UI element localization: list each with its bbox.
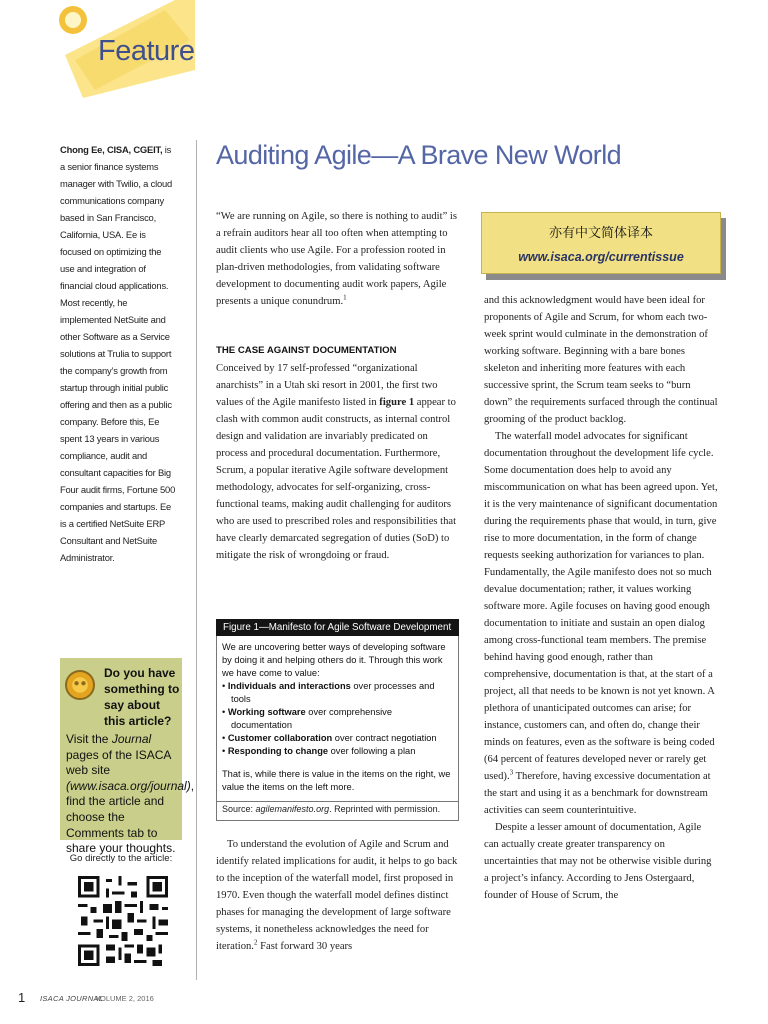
page-number: 1 (18, 990, 26, 1005)
value-rest: over comprehensive documentation (231, 707, 392, 730)
direct-link-label: Go directly to the article: (69, 853, 173, 864)
paragraph-text: Despite a lesser amount of documentation, Agile can actually create greater transparency on uncertainties that may not be otherwise visible during a project’s infancy. According to Jens Ostergaard, founder of House of Scrum, the (484, 822, 712, 901)
author-name: Chong Ee, CISA, CGEIT, (60, 144, 163, 155)
comment-instructions (66, 732, 195, 857)
list-item: • Individuals and interactions over processes and tools (222, 681, 435, 704)
list-item: • Customer collaboration over contract negotiation (222, 733, 437, 743)
paragraph-text: and this acknowledgment would have been ideal for proponents of Agile and Scrum, for whom each two-week sprint would culminate in the demonstration of working software. Beginning with a bare bones skeleton and inheriting more features with each successive sprint, the Scrum team seeks to “burn down” the requirements surfaced through the continual grooming of the product backlog. (484, 295, 718, 425)
value-bold: Working software (227, 707, 306, 717)
chinese-translation-note: 亦有中文简体译本 (548, 226, 653, 241)
article-paragraph (216, 836, 458, 955)
section-heading: THE CASE AGAINST DOCUMENTATION (216, 345, 397, 356)
value-rest: over processes and tools (231, 681, 435, 704)
value-rest: over contract negotiation (332, 733, 437, 743)
journal-word: Journal (111, 732, 152, 746)
article-paragraph (216, 360, 458, 564)
comment-text-b: pages of the ISACA web site (66, 747, 171, 778)
comment-text-c: , find the article and choose the Comments tab to share your thoughts. (66, 778, 195, 856)
manifesto-values-list (222, 680, 454, 758)
article-title: Auditing Agile—A Brave New World (216, 140, 622, 170)
journal-url-link[interactable]: (www.isaca.org/journal) (66, 778, 191, 793)
list-item: • Working software over comprehensive documentation (222, 707, 392, 730)
author-bio-text: is a senior finance systems manager with Twilio, a cloud communications company based in San Francisco, California, USA. Ee is focused on optimizing the use and integration of financial cloud applications. Most recently, he implemented NetSuite and other Software as a Service solutions at Trulia to support the company’s growth from startup through initial public offering and then as a public company. Before this, Ee spent 13 years in various compliance, audit and consultant capacities for Big Four audit firms, Fortune 500 companies and startups. Ee is a certified NetSuite ERP Consultant and NetSuite Administrator. (60, 144, 176, 563)
paragraph-text: appear to clash with common audit constructs, as internal control design and validation are invariably predicated on process and procedural documentation. Furthermore, Scrum, a popular iterative Agile software development methodology, advocates for self-organizing, cross-functional teams, making audit challenging for auditors who are used to prescribed roles and responsibilities that have clearly demarcated segregation of duties (SoD) to mitigate the risk of wrongdoing or fraud. (216, 397, 457, 561)
figure-divider (216, 801, 459, 802)
footnote-ref: 1 (343, 293, 347, 302)
forum-badge-icon (65, 670, 95, 700)
figure-note: That is, while there is value in the items on the right, we value the items on the left more. (222, 769, 451, 792)
comment-heading: Do you have something to say about this article? (104, 666, 180, 728)
sidebar-divider (196, 140, 197, 980)
value-rest: over following a plan (328, 746, 416, 756)
article-intro (216, 208, 458, 310)
figure-body (222, 641, 454, 794)
value-bold: Individuals and interactions (227, 681, 351, 691)
footnote-ref: 3 (509, 768, 514, 777)
current-issue-link[interactable]: www.isaca.org/currentissue (518, 250, 684, 264)
author-bio (60, 141, 178, 566)
paragraph-text: Therefore, having excessive documentation at the start and using it as a benchmark for downstream activities can seem counterintuitive. (484, 771, 711, 816)
value-bold: Customer collaboration (227, 733, 333, 743)
section-label: Feature (98, 35, 195, 67)
source-label: Source: (222, 804, 256, 814)
paragraph-text: Fast forward 30 years (257, 941, 353, 952)
comment-text-a: Visit the (66, 732, 112, 746)
qr-code-icon[interactable] (78, 876, 168, 966)
intro-text: “We are running on Agile, so there is nothing to audit” is a refrain auditors hear all too often when attempting to audit clients who use Agile. For a profession rooted in plan-driven methodologies, from validating software development to documenting audit work papers, Agile presents a unique conundrum. (216, 211, 457, 307)
source-site: agilemanifesto.org (255, 804, 330, 814)
figure-intro: We are uncovering better ways of developing software by doing it and helping others do it. Through this work we have come to value: (222, 642, 446, 678)
source-rest: . Reprinted with permission. (329, 804, 441, 814)
paragraph-text: Conceived by 17 self-professed “organizational anarchists” in a Utah ski resort in 2001, the first two values of the Agile manifesto listed in (216, 363, 438, 408)
article-column-2 (484, 292, 718, 904)
figure-source (222, 804, 440, 814)
value-bold: Responding to change (227, 746, 329, 756)
figure-reference: figure 1 (379, 397, 415, 408)
paragraph-text: To understand the evolution of Agile and Scrum and identify related implications for audit, it helps to go back to the inception of the waterfall model, first proposed in 1970. Even though the waterfall model defines distinct phases for managing the development of large software systems, it nonetheless acknowledges the need for iteration. (216, 839, 458, 952)
figure-title: Figure 1—Manifesto for Agile Software Development (216, 619, 459, 636)
footnote-ref: 2 (253, 938, 258, 947)
journal-name: ISACA JOURNAL (40, 994, 104, 1003)
list-item: • Responding to change over following a plan (222, 746, 416, 756)
journal-volume: VOLUME 2, 2016 (95, 994, 154, 1003)
paragraph-text: The waterfall model advocates for significant documentation throughout the development life cycle. Some documentation does help to avoid any miscommunication on what has been agreed upon. Yet, it is the very maintenance of significant documentation during the requirements phase that would, in turn, give rise to more documentation, in the form of change requests seeking authorization for variances to plan. Fundamentally, the Agile manifesto does not so much devalue documentation; rather, it values working software more. Agile focuses on having good enough documentation to initiate and sustain an open dialog among cross-functional team members. The premise behind having good enough, rather than comprehensive, documentation is that, at the start of a project, all that needs to be known is not yet known. A plethora of unanticipated outcomes can arise; for instance, customers can, and often do, change their minds on features, even as the software is being coded (64 percent of features developed never or rarely get used). (484, 431, 718, 782)
